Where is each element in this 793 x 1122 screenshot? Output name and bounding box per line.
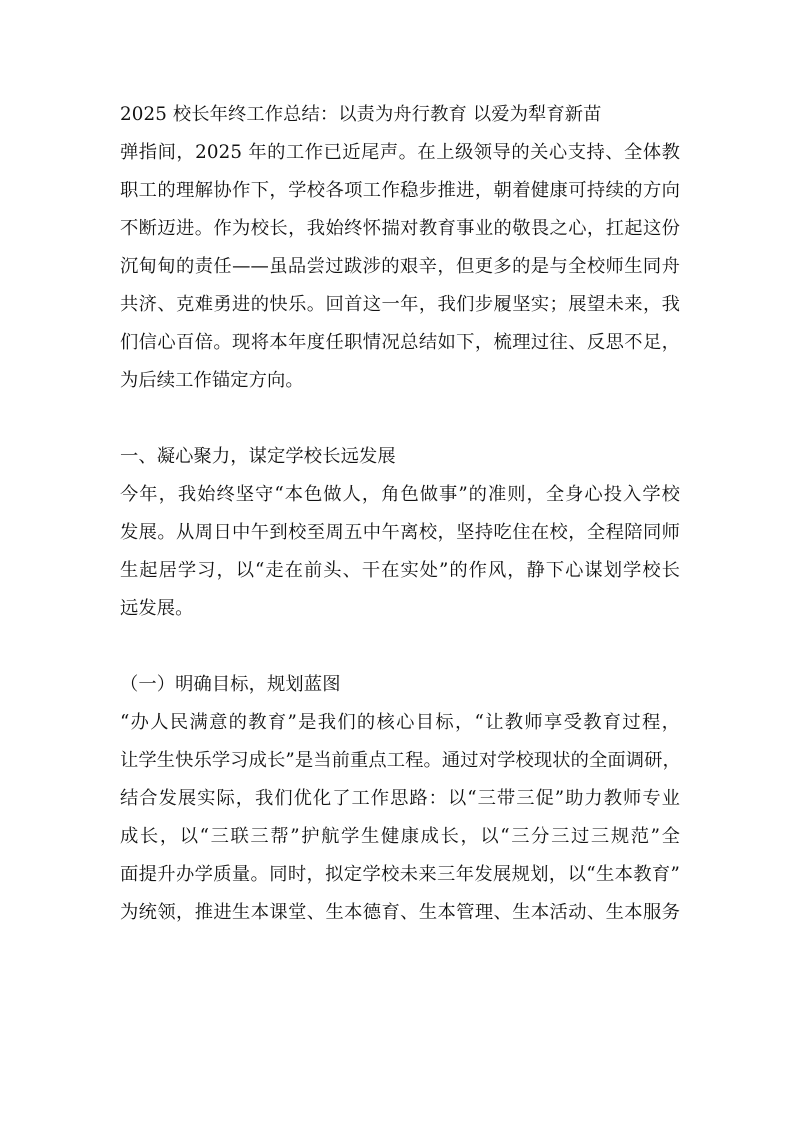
document-content bbox=[120, 100, 680, 936]
intro-line: 弹指间，2025 年的工作已近尾声。在上级领导的关心支持、全体教 bbox=[120, 142, 680, 163]
paragraph-spacer bbox=[120, 632, 680, 670]
subsection-body-line: 面提升办学质量。同时，拟定学校未来三年发展规划，以“生本教育” bbox=[120, 864, 680, 885]
section-heading: 一、凝心聚力，谋定学校长远发展 bbox=[120, 446, 396, 467]
subsection-body-line: 为统领，推进生本课堂、生本德育、生本管理、生本活动、生本服务 bbox=[120, 902, 680, 923]
section-body-line: 远发展。 bbox=[120, 598, 194, 619]
subsection-heading: （一）明确目标，规划蓝图 bbox=[120, 674, 341, 695]
section-body-line: 发展。从周日中午到校至周五中午离校，坚持吃住在校，全程陪同师 bbox=[120, 522, 680, 543]
subsection-body-line: 结合发展实际，我们优化了工作思路：以“三带三促”助力教师专业 bbox=[120, 788, 680, 809]
paragraph-spacer bbox=[120, 404, 680, 442]
intro-line: 职工的理解协作下，学校各项工作稳步推进，朝着健康可持续的方向 bbox=[120, 180, 680, 201]
intro-line: 们信心百倍。现将本年度任职情况总结如下，梳理过往、反思不足， bbox=[120, 332, 680, 353]
section-body-line: 生起居学习，以“走在前头、干在实处”的作风，静下心谋划学校长 bbox=[120, 560, 680, 581]
intro-line: 为后续工作锚定方向。 bbox=[120, 370, 304, 391]
intro-line: 共济、克难勇进的快乐。回首这一年，我们步履坚实；展望未来，我 bbox=[120, 294, 680, 315]
subsection-body-line: “办人民满意的教育”是我们的核心目标，“让教师享受教育过程， bbox=[120, 712, 680, 733]
intro-line: 不断迈进。作为校长，我始终怀揣对教育事业的敬畏之心，扛起这份 bbox=[120, 218, 680, 239]
document-title: 2025 校长年终工作总结：以责为舟行教育 以爱为犁育新苗 bbox=[120, 104, 602, 125]
subsection-body-line: 成长，以“三联三帮”护航学生健康成长，以“三分三过三规范”全 bbox=[120, 826, 680, 847]
section-body-line: 今年，我始终坚守“本色做人，角色做事”的准则，全身心投入学校 bbox=[120, 484, 680, 505]
subsection-body-line: 让学生快乐学习成长”是当前重点工程。通过对学校现状的全面调研， bbox=[120, 750, 681, 771]
intro-line: 沉甸甸的责任——虽品尝过跋涉的艰辛，但更多的是与全校师生同舟 bbox=[120, 256, 680, 277]
